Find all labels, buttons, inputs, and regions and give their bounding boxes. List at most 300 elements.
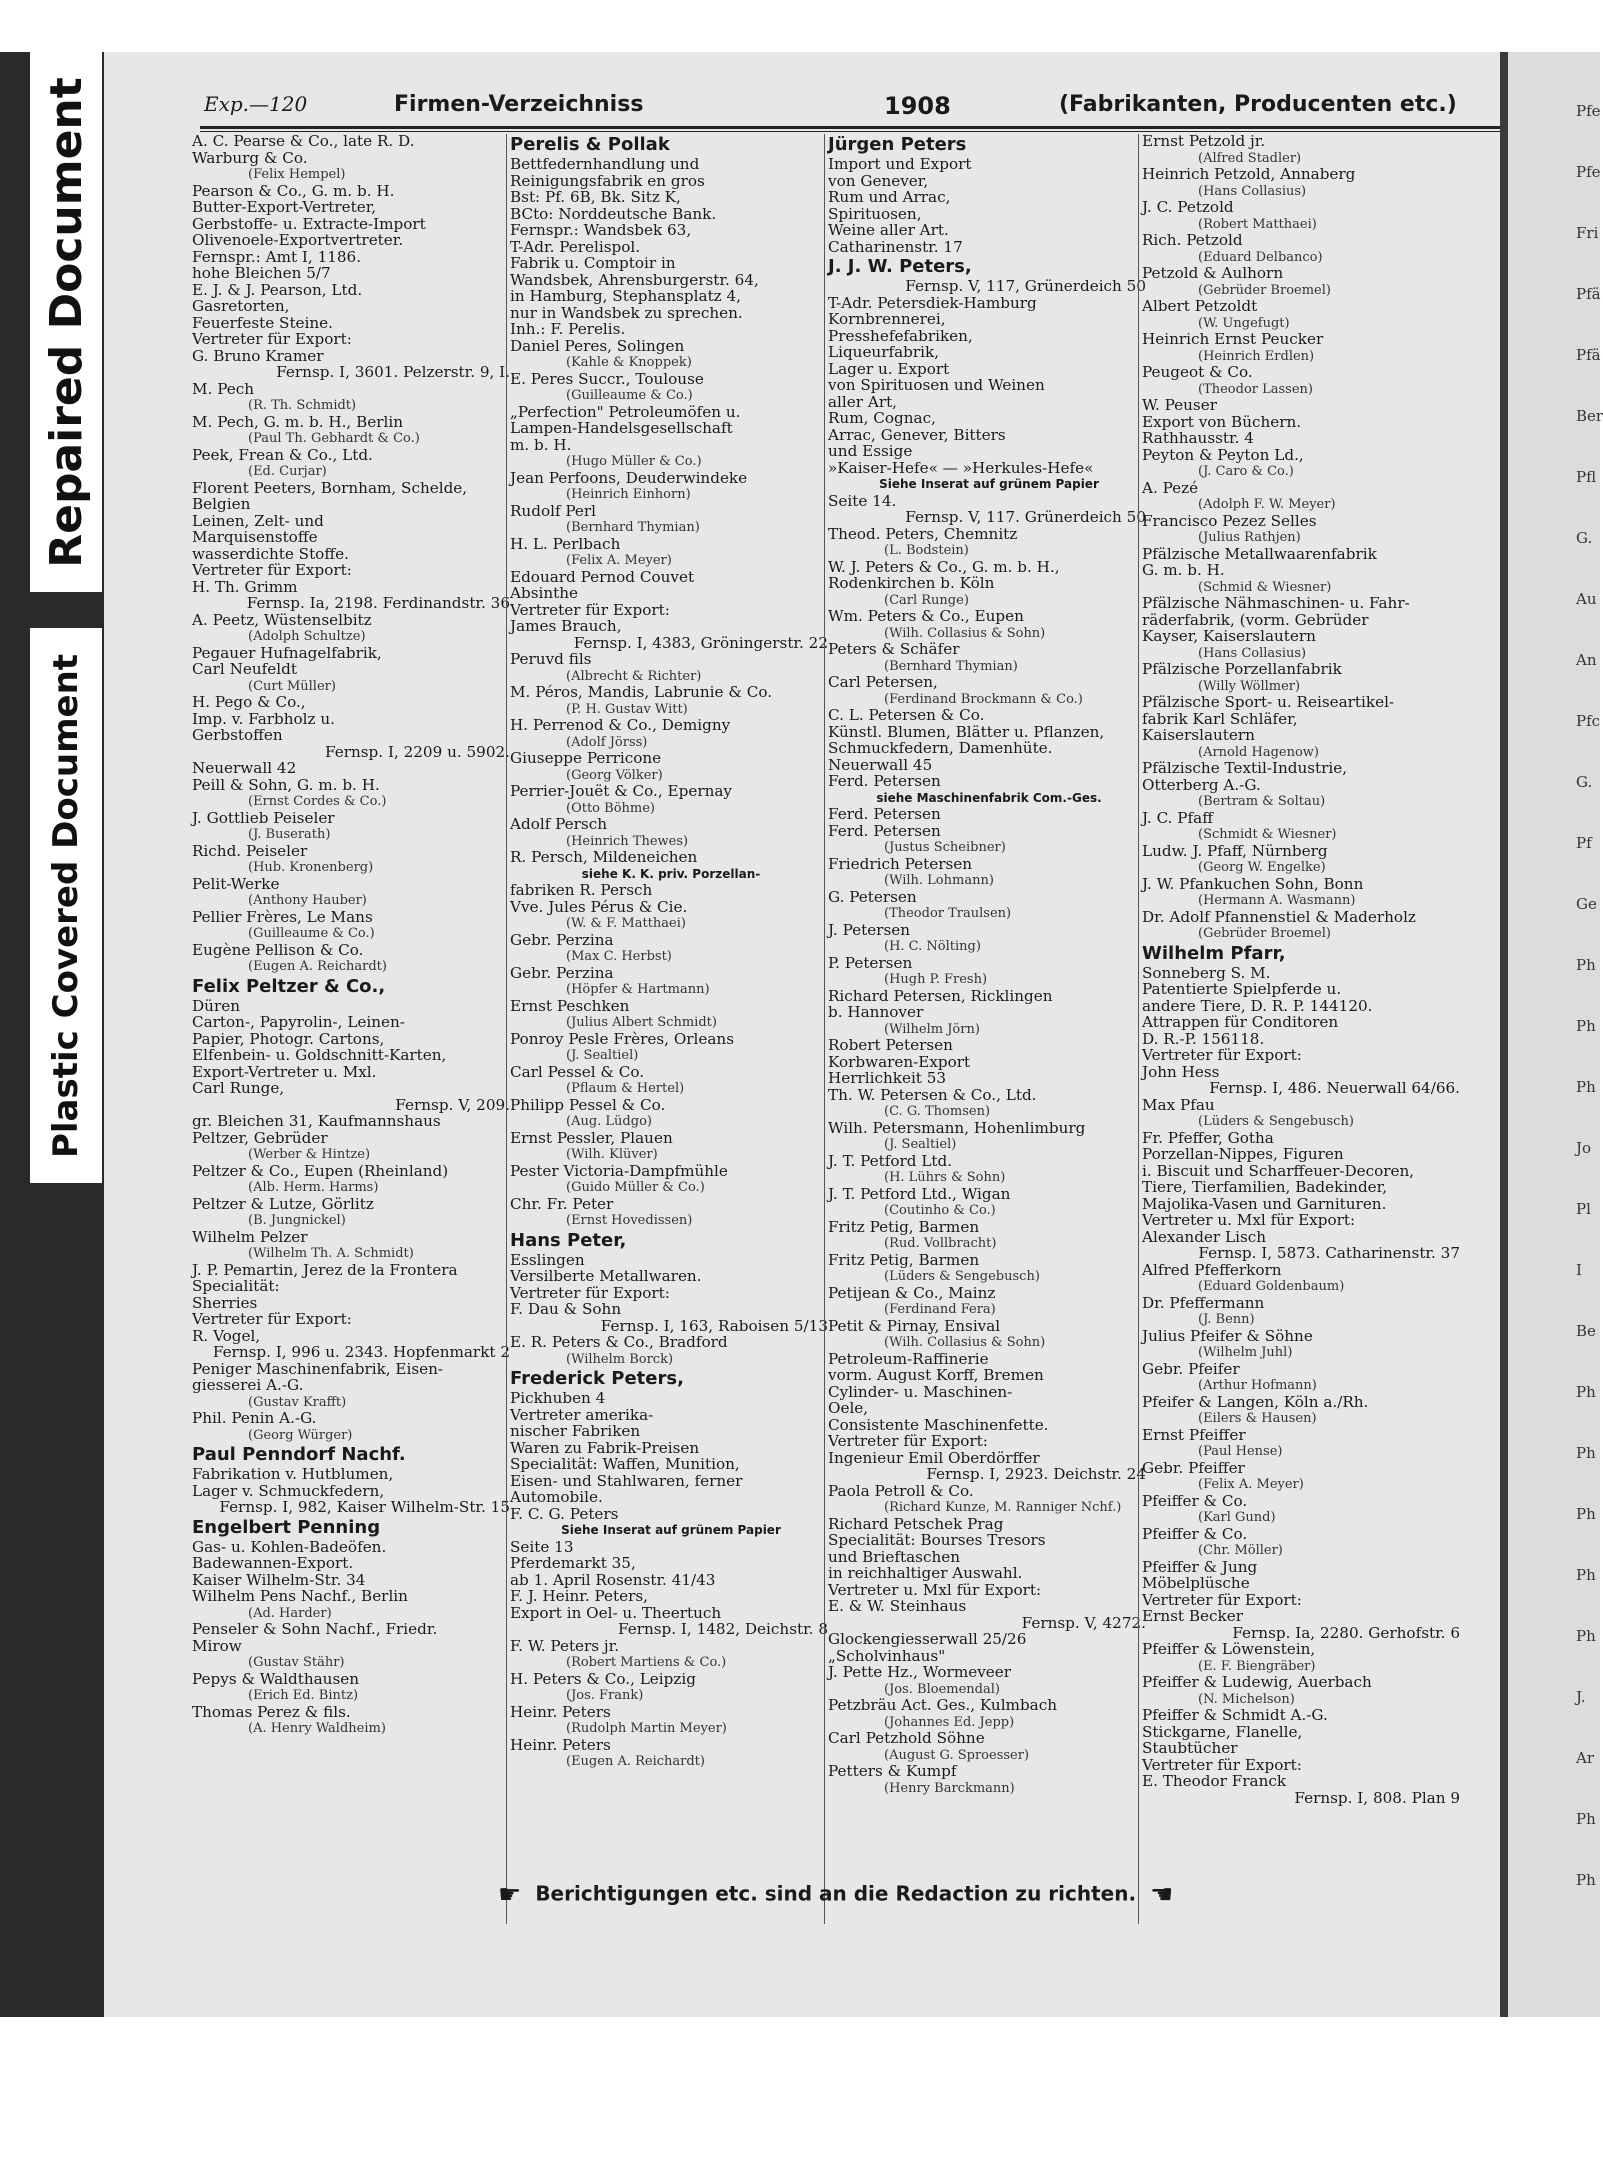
directory-line: (Justus Scheibner): [884, 840, 1006, 855]
directory-line: Leinen, Zelt- und: [192, 511, 324, 530]
directory-line: Wilhelm Pens Nachf., Berlin: [192, 1587, 408, 1605]
directory-line: Presshefefabriken,: [828, 326, 973, 345]
directory-line: (Rud. Vollbracht): [884, 1236, 997, 1251]
directory-line: F. W. Peters jr.: [510, 1636, 620, 1655]
directory-line: Ferd. Petersen: [828, 821, 941, 840]
directory-line: A. Pezé: [1142, 478, 1199, 497]
directory-line: »Kaiser-Hefe« — »Herkules-Hefe«: [828, 458, 1094, 477]
directory-line: (Alfred Stadler): [1198, 150, 1302, 166]
directory-line: Tiere, Tierfamilien, Badekinder,: [1142, 1178, 1388, 1196]
repaired-document-tab: Repaired Document: [30, 52, 102, 592]
directory-line: Mirow: [192, 1636, 242, 1655]
directory-line: (W. Ungefugt): [1198, 315, 1290, 331]
directory-line: in Hamburg, Stephansplatz 4,: [510, 287, 741, 305]
directory-line: ab 1. April Rosenstr. 41/43: [510, 1570, 716, 1589]
directory-line: G. Petersen: [828, 887, 917, 906]
directory-line: (Willy Wöllmer): [1198, 678, 1301, 694]
directory-line: Marquisenstoffe: [192, 528, 318, 546]
directory-line: (Albrecht & Richter): [566, 668, 702, 684]
directory-line: (Jos. Frank): [566, 1688, 644, 1703]
directory-line: (Arthur Hofmann): [1198, 1378, 1317, 1393]
directory-line: M. Pech: [192, 379, 255, 398]
directory-line: (Guilleaume & Co.): [566, 388, 693, 403]
directory-line: Rudolf Perl: [510, 501, 597, 520]
directory-line: Peltzer & Co., Eupen (Rheinland): [192, 1161, 449, 1180]
adjacent-page-text: Ge: [1576, 895, 1597, 913]
directory-line: (Erich Ed. Bintz): [248, 1688, 359, 1703]
directory-line: Carl Petersen,: [828, 673, 938, 691]
directory-line: Ferd. Petersen: [828, 805, 941, 823]
directory-line: Paola Petroll & Co.: [828, 1481, 974, 1500]
directory-line: Albert Petzoldt: [1142, 297, 1258, 315]
directory-line: J. T. Petford Ltd., Wigan: [828, 1184, 1011, 1203]
directory-line: Belgien: [192, 495, 251, 513]
directory-line: Fernsp. I, 808. Plan 9: [1294, 1788, 1460, 1807]
directory-line: Ernst Becker: [1142, 1607, 1243, 1625]
directory-line: Rodenkirchen b. Köln: [828, 574, 995, 592]
directory-line: Carl Neufeldt: [192, 660, 297, 678]
directory-line: (Julius Rathjen): [1198, 530, 1301, 545]
directory-line: (J. Sealtiel): [884, 1137, 957, 1152]
directory-line: (J. Benn): [1198, 1312, 1255, 1327]
adjacent-page-text: G.: [1576, 529, 1593, 547]
directory-line: Giuseppe Perricone: [510, 749, 662, 767]
directory-line: Adolf Persch: [510, 815, 608, 833]
directory-line: J. C. Pfaff: [1142, 808, 1213, 827]
directory-line: James Brauch,: [510, 617, 622, 635]
directory-line: (E. F. Biengräber): [1198, 1658, 1316, 1674]
directory-line: Attrappen für Conditoren: [1142, 1013, 1339, 1031]
directory-line: Spirituosen,: [828, 204, 922, 223]
directory-line: (Gebrüder Broemel): [1198, 282, 1331, 298]
directory-line: (August G. Sproesser): [884, 1747, 1030, 1763]
directory-line: E. Theodor Franck: [1142, 1772, 1287, 1790]
directory-line: „Scholvinhaus": [828, 1646, 946, 1665]
directory-line: siehe Maschinenfabrik Com.-Ges.: [876, 790, 1102, 805]
directory-line: Heinrich Ernst Peucker: [1142, 330, 1324, 348]
directory-line: Carl Petzhold Söhne: [828, 1729, 985, 1747]
directory-line: Esslingen: [510, 1250, 585, 1269]
directory-line: A. C. Pearse & Co., late R. D.: [192, 132, 415, 150]
adjacent-page-text: Jo: [1576, 1139, 1592, 1157]
directory-line: J. C. Petzold: [1142, 198, 1234, 216]
directory-line: H. Th. Grimm: [192, 577, 298, 596]
directory-line: fabrik Karl Schläfer,: [1142, 709, 1298, 728]
directory-line: Fernsp. V, 117, Grünerdeich 50: [905, 277, 1146, 295]
directory-line: (L. Bodstein): [884, 543, 969, 558]
directory-line: Pfeiffer & Ludewig, Auerbach: [1142, 1673, 1372, 1691]
directory-line: (Felix A. Meyer): [1198, 1477, 1304, 1492]
directory-line: Peill & Sohn, G. m. b. H.: [192, 775, 380, 794]
directory-line: (Richard Kunze, M. Ranniger Nchf.): [884, 1500, 1122, 1515]
directory-line: Pfeiffer & Löwenstein,: [1142, 1640, 1316, 1658]
adjacent-page-text: Ph: [1576, 1383, 1596, 1401]
directory-line: H. Peters & Co., Leipzig: [510, 1669, 696, 1688]
directory-line: Eisen- und Stahlwaren, ferner: [510, 1471, 743, 1490]
directory-line: (Felix Hempel): [248, 167, 346, 182]
directory-line: (Ernst Hovedissen): [566, 1213, 693, 1228]
directory-line: E. & W. Steinhaus: [828, 1597, 967, 1615]
directory-line: Alfred Pfefferkorn: [1142, 1260, 1282, 1279]
directory-line: Thomas Perez & fils.: [192, 1702, 351, 1721]
adjacent-page-text: Pfl: [1576, 468, 1597, 486]
directory-line: Peniger Maschinenfabrik, Eisen-: [192, 1359, 444, 1378]
directory-line: Vertreter für Export:: [192, 1310, 352, 1328]
directory-line: Versilberte Metallwaren.: [510, 1267, 702, 1285]
directory-line: Jürgen Peters: [828, 134, 967, 155]
directory-line: (Rudolph Martin Meyer): [566, 1721, 727, 1736]
directory-line: Siehe Inserat auf grünem Papier: [561, 1523, 781, 1537]
directory-line: (Guilleaume & Co.): [248, 926, 375, 941]
directory-line: (Höpfer & Hartmann): [566, 982, 710, 997]
directory-line: Fernsp. Ia, 2280. Gerhofstr. 6: [1232, 1623, 1460, 1642]
directory-line: Daniel Peres, Solingen: [510, 336, 685, 355]
directory-line: Peltzer, Gebrüder: [192, 1128, 328, 1147]
directory-line: Richard Petschek Prag: [828, 1514, 1004, 1533]
directory-line: (Eugen A. Reichardt): [566, 1754, 705, 1769]
directory-line: Kaiserslautern: [1142, 726, 1255, 744]
directory-line: (Pflaum & Hertel): [566, 1081, 685, 1096]
directory-line: Fernsp. V, 209.: [395, 1095, 510, 1114]
pointing-hand-icon: ☛: [498, 1880, 522, 1910]
directory-line: Sherries: [192, 1293, 258, 1312]
directory-line: hohe Bleichen 5/7: [192, 264, 331, 282]
directory-line: Pfälzische Porzellanfabrik: [1142, 660, 1342, 678]
adjacent-page-text: Pf: [1576, 834, 1592, 852]
directory-line: Carl Runge,: [192, 1079, 285, 1097]
directory-line: Fritz Petig, Barmen: [828, 1250, 980, 1269]
directory-line: Specialität:: [192, 1277, 280, 1295]
directory-line: Porzellan-Nippes, Figuren: [1142, 1145, 1344, 1163]
directory-line: (Heinrich Erdlen): [1198, 348, 1315, 364]
adjacent-page-text: Ph: [1576, 1810, 1596, 1828]
directory-line: Patentierte Spielpferde u.: [1142, 980, 1342, 998]
directory-line: Peyton & Peyton Ld.,: [1142, 445, 1304, 464]
directory-line: Pepys & Waldthausen: [192, 1669, 360, 1688]
directory-line: (Eugen A. Reichardt): [248, 959, 387, 974]
directory-line: Ernst Petzold jr.: [1142, 132, 1266, 150]
page-year: 1908: [884, 92, 951, 120]
directory-line: (Aug. Lüdgo): [566, 1114, 652, 1129]
footer-note: ☛ Berichtigungen etc. sind an die Redaction zu richten. ☚: [498, 1880, 1174, 1910]
directory-line: Neuerwall 45: [828, 755, 933, 774]
directory-line: Wilhelm Pelzer: [192, 1227, 308, 1246]
directory-line: (Eduard Goldenbaum): [1198, 1279, 1345, 1294]
directory-line: Vertreter für Export:: [510, 600, 670, 619]
directory-line: (Ed. Curjar): [248, 464, 327, 479]
directory-page: [104, 52, 1500, 2017]
directory-line: Fabrikation v. Hutblumen,: [192, 1465, 394, 1483]
directory-line: (Adolph Schultze): [248, 629, 366, 644]
directory-line: T-Adr. Perelispol.: [510, 237, 641, 256]
directory-line: Chr. Fr. Peter: [510, 1194, 614, 1213]
directory-line: Heinr. Peters: [510, 1735, 611, 1754]
directory-line: Edouard Pernod Couvet: [510, 567, 695, 586]
directory-line: Glockengiesserwall 25/26: [828, 1630, 1027, 1648]
directory-line: Schmuckfedern, Damenhüte.: [828, 739, 1053, 757]
directory-line: Eugène Pellison & Co.: [192, 940, 364, 959]
directory-line: (Jos. Bloemendal): [884, 1681, 1000, 1697]
directory-line: (Theodor Lassen): [1198, 381, 1313, 397]
directory-line: Badewannen-Export.: [192, 1554, 354, 1572]
directory-line: Warburg & Co.: [192, 148, 308, 167]
directory-line: (Felix A. Meyer): [566, 553, 672, 568]
directory-line: (Wilhelm Borck): [566, 1351, 674, 1367]
directory-line: (Bernhard Thymian): [884, 658, 1018, 674]
directory-line: M. Péros, Mandis, Labrunie & Co.: [510, 683, 773, 701]
directory-line: Jean Perfoons, Deuderwindeke: [510, 468, 748, 487]
directory-line: Vertreter für Export:: [828, 1432, 988, 1450]
directory-line: F. J. Heinr. Peters,: [510, 1587, 649, 1605]
directory-line: Paul Penndorf Nachf.: [192, 1444, 406, 1465]
directory-line: C. L. Petersen & Co.: [828, 706, 985, 724]
directory-line: (Ferdinand Fera): [884, 1302, 996, 1317]
directory-line: Vertreter für Export:: [192, 330, 352, 348]
directory-line: Kayser, Kaiserslautern: [1142, 627, 1316, 645]
directory-line: Imp. v. Farbholz u.: [192, 709, 335, 728]
adjacent-page-text: Ph: [1576, 1871, 1596, 1889]
directory-line: (Max C. Herbst): [566, 949, 672, 964]
directory-line: Petzbräu Act. Ges., Kulmbach: [828, 1696, 1058, 1714]
directory-line: P. Petersen: [828, 953, 913, 972]
directory-line: Ferd. Petersen: [828, 772, 941, 790]
directory-line: (Adolf Jörss): [566, 734, 648, 750]
directory-line: Export-Vertreter u. Mxl.: [192, 1062, 377, 1081]
directory-line: (Julius Albert Schmidt): [566, 1015, 717, 1030]
directory-line: Carl Pessel & Co.: [510, 1062, 645, 1081]
directory-line: W. Peuser: [1142, 396, 1217, 414]
directory-line: Heinrich Petzold, Annaberg: [1142, 165, 1356, 183]
directory-line: Vertreter für Export:: [1142, 1046, 1302, 1064]
directory-line: H. Perrenod & Co., Demigny: [510, 716, 731, 734]
adjacent-page-text: Ph: [1576, 1566, 1596, 1584]
directory-line: (Wilh. Collasius & Sohn): [884, 1335, 1046, 1350]
adjacent-page-text: Fri: [1576, 224, 1599, 242]
directory-line: Cylinder- u. Maschinen-: [828, 1382, 1013, 1401]
directory-line: (Hub. Kronenberg): [248, 860, 374, 875]
adjacent-page-text: J.: [1576, 1688, 1586, 1706]
directory-line: (N. Michelson): [1198, 1691, 1295, 1707]
directory-line: Vertreter für Export:: [1142, 1590, 1302, 1609]
directory-line: Philipp Pessel & Co.: [510, 1095, 666, 1114]
directory-line: Fr. Pfeffer, Gotha: [1142, 1128, 1274, 1147]
directory-line: Majolika-Vasen und Garnituren.: [1142, 1194, 1387, 1213]
directory-line: Robert Petersen: [828, 1036, 953, 1054]
directory-line: Olivenoele-Exportvertreter.: [192, 231, 404, 249]
directory-line: Theod. Peters, Chemnitz: [828, 524, 1018, 543]
directory-line: G. m. b. H.: [1142, 561, 1225, 579]
adjacent-page-text: Ph: [1576, 1444, 1596, 1462]
directory-line: Pegauer Hufnagelfabrik,: [192, 643, 382, 662]
directory-line: A. Peetz, Wüstenselbitz: [192, 610, 372, 629]
directory-line: Gebr. Pfeiffer: [1142, 1458, 1245, 1477]
directory-line: (Robert Matthaei): [1198, 216, 1317, 232]
directory-line: (Heinrich Einhorn): [566, 487, 691, 502]
directory-line: andere Tiere, D. R. P. 144120.: [1142, 996, 1373, 1015]
directory-line: Düren: [192, 996, 240, 1015]
directory-line: Pfeifer & Langen, Köln a./Rh.: [1142, 1392, 1369, 1411]
directory-line: Frederick Peters,: [510, 1368, 684, 1389]
directory-line: Perrier-Jouët & Co., Epernay: [510, 782, 733, 800]
directory-line: b. Hannover: [828, 1003, 924, 1021]
directory-line: (Arnold Hagenow): [1198, 744, 1319, 760]
directory-line: Fernsp. I, 4383, Gröningerstr. 22: [573, 633, 828, 652]
directory-line: Lager u. Export: [828, 359, 950, 378]
directory-line: (Ad. Harder): [248, 1605, 332, 1621]
directory-line: (Hugo Müller & Co.): [566, 454, 702, 469]
directory-line: (Chr. Möller): [1198, 1543, 1283, 1558]
directory-line: Wandsbek, Ahrensburgerstr. 64,: [510, 270, 759, 289]
directory-line: (Guido Müller & Co.): [566, 1180, 705, 1195]
directory-line: J. Gottlieb Peiseler: [192, 808, 335, 827]
directory-line: Specialität: Waffen, Munition,: [510, 1455, 740, 1473]
directory-line: H. Pego & Co.,: [192, 693, 306, 711]
directory-line: Otterberg A.-G.: [1142, 775, 1261, 794]
directory-line: Waren zu Fabrik-Preisen: [510, 1438, 700, 1457]
directory-line: Pfälzische Sport- u. Reiseartikel-: [1142, 693, 1395, 711]
directory-line: E. J. & J. Pearson, Ltd.: [192, 280, 363, 299]
directory-line: Möbelplüsche: [1142, 1574, 1250, 1592]
directory-line: Ludw. J. Pfaff, Nürnberg: [1142, 841, 1328, 860]
directory-line: Alexander Lisch: [1142, 1227, 1267, 1246]
directory-line: Herrlichkeit 53: [828, 1069, 947, 1087]
adjacent-page-text: Ph: [1576, 1078, 1596, 1096]
directory-line: fabriken R. Persch: [510, 881, 653, 899]
adjacent-page-text: I: [1576, 1261, 1582, 1279]
directory-line: Catharinenstr. 17: [828, 237, 963, 256]
directory-line: Pfälzische Nähmaschinen- u. Fahr-: [1142, 594, 1410, 612]
directory-line: Dr. Pfeffermann: [1142, 1293, 1265, 1312]
directory-line: (Gebrüder Broemel): [1198, 926, 1331, 941]
directory-line: (A. Henry Waldheim): [248, 1721, 386, 1736]
directory-line: (B. Jungnickel): [248, 1213, 346, 1228]
directory-line: Pfälzische Metallwaarenfabrik: [1142, 544, 1377, 563]
directory-line: Pickhuben 4: [510, 1389, 606, 1407]
directory-line: (Adolph F. W. Meyer): [1198, 497, 1336, 512]
directory-line: Hans Peter,: [510, 1229, 627, 1251]
directory-line: Lampen-Handelsgesellschaft: [510, 419, 733, 437]
directory-line: Fernsp. I, 2209 u. 5902.: [325, 742, 510, 761]
directory-line: Fernsp. V, 117. Grünerdeich 50: [905, 508, 1146, 526]
column-2: [510, 134, 832, 1924]
directory-line: Vertreter für Export:: [510, 1283, 670, 1302]
directory-line: Heinr. Peters: [510, 1702, 611, 1721]
directory-line: (C. G. Thomsen): [884, 1104, 991, 1119]
directory-line: (Eilers & Hausen): [1198, 1411, 1317, 1426]
directory-line: Bst: Pf. 6B, Bk. Sitz K,: [510, 188, 681, 206]
column-4: [1142, 134, 1464, 1924]
directory-line: Julius Pfeifer & Söhne: [1142, 1326, 1313, 1345]
directory-line: Richard Petersen, Ricklingen: [828, 986, 1053, 1005]
directory-line: Elfenbein- u. Goldschnitt-Karten,: [192, 1046, 447, 1064]
directory-line: Fernsp. I, 2923. Deichstr. 24: [926, 1465, 1146, 1483]
directory-line: Neuerwall 42: [192, 759, 297, 777]
page-subtitle: (Fabrikanten, Producenten etc.): [1059, 92, 1457, 117]
directory-line: (Bertram & Soltau): [1198, 794, 1326, 809]
directory-line: Seite 14.: [828, 491, 897, 510]
directory-line: Fritz Petig, Barmen: [828, 1217, 980, 1236]
directory-line: J. J. W. Peters,: [828, 256, 972, 277]
directory-line: Arrac, Genever, Bitters: [828, 425, 1006, 444]
directory-line: (Coutinho & Co.): [884, 1203, 996, 1218]
directory-line: Penseler & Sohn Nachf., Friedr.: [192, 1620, 438, 1638]
directory-line: (Paul Th. Gebhardt & Co.): [248, 431, 420, 446]
directory-line: (P. H. Gustav Witt): [566, 701, 688, 717]
directory-line: (Georg Würger): [248, 1427, 353, 1443]
directory-line: (Heinrich Thewes): [566, 833, 689, 849]
directory-line: räderfabrik, (vorm. Gebrüder: [1142, 610, 1369, 629]
page-number: Exp.—120: [204, 92, 308, 116]
adjacent-page-edge: [1508, 52, 1603, 2017]
directory-line: D. R.-P. 156118.: [1142, 1029, 1265, 1048]
directory-line: Korbwaren-Export: [828, 1052, 971, 1071]
directory-line: Ernst Pessler, Plauen: [510, 1128, 673, 1147]
column-divider: [824, 134, 825, 1924]
directory-line: (Lüders & Sengebusch): [1198, 1114, 1354, 1129]
directory-line: (Wilhelm Jörn): [884, 1021, 980, 1037]
directory-line: „Perfection" Petroleumöfen u.: [510, 402, 741, 421]
adjacent-page-text: Ph: [1576, 1627, 1596, 1645]
directory-line: wasserdichte Stoffe.: [192, 544, 349, 563]
directory-line: Fernsp. Ia, 2198. Ferdinandstr. 36: [246, 594, 510, 612]
directory-line: Petit & Pirnay, Ensival: [828, 1316, 1001, 1335]
directory-line: (Werber & Hintze): [248, 1147, 371, 1162]
directory-line: Weine aller Art.: [828, 221, 949, 239]
directory-line: J. Pette Hz., Wormeveer: [828, 1663, 1012, 1681]
directory-line: Gebr. Perzina: [510, 963, 614, 982]
directory-line: Fernsp. I, 1482, Deichstr. 8: [618, 1620, 828, 1638]
directory-line: (Wilhelm Th. A. Schmidt): [248, 1246, 414, 1261]
directory-line: nur in Wandsbek zu sprechen.: [510, 303, 743, 322]
directory-line: (Alb. Herm. Harms): [248, 1180, 379, 1195]
directory-line: Gasretorten,: [192, 297, 290, 315]
directory-line: Pfälzische Textil-Industrie,: [1142, 759, 1348, 777]
directory-line: (Kahle & Knoppek): [566, 355, 692, 370]
directory-line: Wm. Peters & Co., Eupen: [828, 607, 1024, 625]
adjacent-page-text: Au: [1576, 590, 1597, 608]
directory-line: Gas- u. Kohlen-Badeöfen.: [192, 1537, 387, 1556]
directory-line: Fernsp. I, 486. Neuerwall 64/66.: [1209, 1079, 1460, 1097]
directory-line: (R. Th. Schmidt): [248, 398, 357, 413]
directory-line: (Schmid & Wiesner): [1198, 579, 1332, 595]
directory-line: Ingenieur Emil Oberdörffer: [828, 1448, 1040, 1467]
directory-line: von Spirituosen und Weinen: [828, 376, 1045, 394]
directory-line: (J. Caro & Co.): [1198, 464, 1294, 479]
directory-line: Pfeiffer & Co.: [1142, 1524, 1248, 1543]
directory-line: von Genever,: [828, 171, 929, 190]
directory-line: Ponroy Pesle Frères, Orleans: [510, 1029, 734, 1048]
directory-line: Gebr. Perzina: [510, 930, 614, 949]
directory-line: (Wilh. Lohmann): [884, 873, 994, 888]
directory-line: Liqueurfabrik,: [828, 343, 940, 361]
directory-line: Gerbstoffen: [192, 726, 283, 744]
directory-line: Seite 13: [510, 1537, 574, 1556]
directory-line: in reichhaltiger Auswahl.: [828, 1564, 1023, 1582]
directory-line: H. L. Perlbach: [510, 534, 621, 553]
directory-line: (H. C. Nölting): [884, 939, 981, 954]
directory-line: gr. Bleichen 31, Kaufmannshaus: [192, 1112, 441, 1130]
directory-line: (Ernst Cordes & Co.): [248, 794, 387, 809]
directory-line: Rum und Arrac,: [828, 188, 951, 206]
directory-line: Petijean & Co., Mainz: [828, 1283, 996, 1302]
directory-line: (Gustav Stähr): [248, 1655, 345, 1670]
directory-line: Wilhelm Pfarr,: [1142, 942, 1286, 964]
directory-line: i. Biscuit und Scharffeuer-Decoren,: [1142, 1161, 1415, 1180]
directory-line: Fernsp. I, 5873. Catharinenstr. 37: [1198, 1244, 1460, 1262]
directory-line: und Essige: [828, 442, 913, 460]
directory-line: Ernst Peschken: [510, 996, 630, 1015]
directory-line: R. Persch, Mildeneichen: [510, 848, 698, 866]
